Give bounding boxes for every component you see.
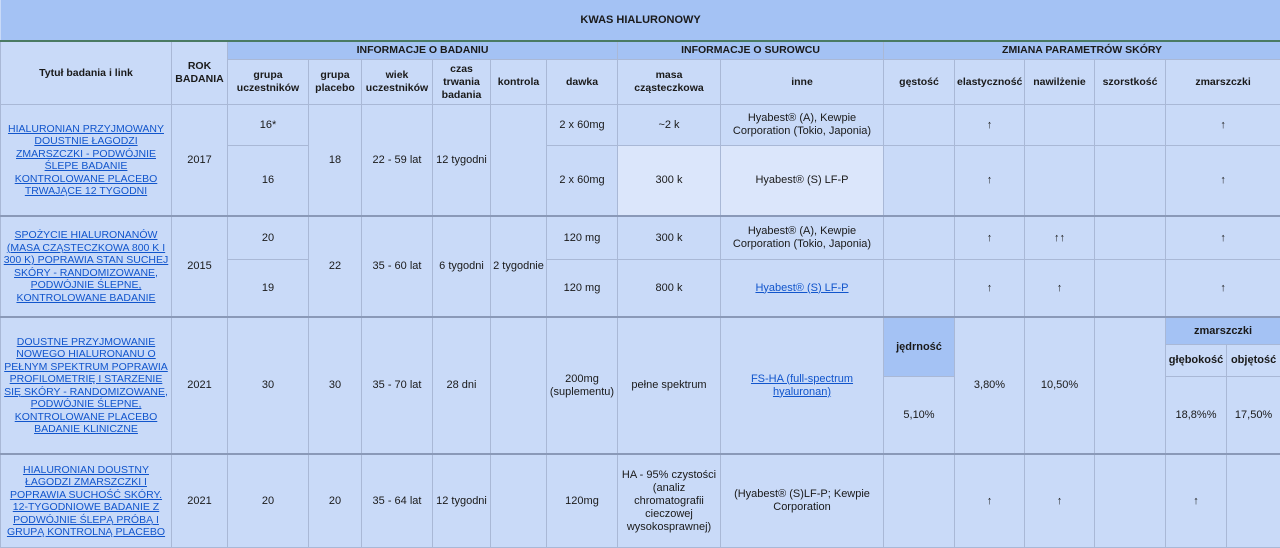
dose-cell: 200mg (suplementu) [547,317,618,454]
control-cell: 2 tygodnie [491,216,547,317]
density-cell [884,146,955,216]
hydration-cell: 10,50% [1025,317,1095,454]
placebo-cell: 20 [309,454,362,548]
header-duration: czas trwania badania [433,60,491,105]
year-cell: 2015 [172,216,228,317]
header-dose: dawka [547,60,618,105]
table-row [1,454,1280,548]
header-hydration: nawilżenie [1025,60,1095,105]
wrinkles-cell: ↑ [1166,146,1280,216]
density-cell [884,216,955,260]
hydration-cell: ↑ [1025,454,1095,548]
study-link[interactable]: HIALURONIAN PRZYJMOWANY DOUSTNIE ŁAGODZI ZMARSZCZKI - PODWÓJNIE ŚLEPE BADANIE KONTROLOWANE PLACEBO TRWAJĄCE 12 TYGODNI [8,123,164,198]
header-study-info: INFORMACJE O BADANIU [228,41,618,60]
header-material-info: INFORMACJE O SUROWCU [618,41,884,60]
empty-cell [1227,454,1280,548]
duration-cell: 28 dni [433,317,491,454]
age-cell: 35 - 64 lat [362,454,433,548]
study-title-link[interactable] [1,105,172,217]
header-other: inne [721,60,884,105]
roughness-cell [1095,146,1166,216]
year-cell: 2017 [172,105,228,217]
hydration-cell: ↑ [1025,260,1095,318]
elasticity-cell: ↑ [955,105,1025,146]
header-wrinkles: zmarszczki [1166,60,1280,105]
depth-header: głębokość [1166,345,1227,377]
firmness-header: jędrność [884,317,955,377]
elasticity-cell: ↑ [955,454,1025,548]
duration-cell: 6 tygodni [433,216,491,317]
placebo-cell: 18 [309,105,362,217]
table-row [1,216,1280,260]
participants-cell: 19 [228,260,309,318]
control-cell [491,454,547,548]
material-link[interactable]: FS-HA (full-spectrum hyaluronan) [751,373,853,398]
mass-cell: 300 k [618,216,721,260]
control-cell [491,105,547,217]
wrinkles-cell: ↑ [1166,105,1280,146]
depth-cell: 18,8%% [1166,377,1227,455]
other-cell: Hyabest® (A), Kewpie Corporation (Tokio, Japonia) [721,105,884,146]
mass-cell: pełne spektrum [618,317,721,454]
other-cell: Hyabest® (S) LF-P [721,146,884,216]
wrinkles-cell: ↑ [1166,454,1227,548]
year-cell: 2021 [172,454,228,548]
participants-cell: 16 [228,146,309,216]
other-cell: Hyabest® (A), Kewpie Corporation (Tokio, Japonia) [721,216,884,260]
hydration-cell [1025,146,1095,216]
header-control: kontrola [491,60,547,105]
material-link[interactable]: Hyabest® (S) LF-P [755,282,848,294]
header-placebo: grupa placebo [309,60,362,105]
year-cell: 2021 [172,317,228,454]
hydration-cell [1025,105,1095,146]
participants-cell: 30 [228,317,309,454]
header-roughness: szorstkość [1095,60,1166,105]
roughness-cell [1095,105,1166,146]
wrinkles-cell: ↑ [1166,216,1280,260]
roughness-cell [1095,216,1166,260]
density-cell [884,105,955,146]
elasticity-cell: ↑ [955,146,1025,216]
hydration-cell: ↑↑ [1025,216,1095,260]
placebo-cell: 22 [309,216,362,317]
header-density: gęstość [884,60,955,105]
table-row [1,317,1280,345]
mass-cell: 300 k [618,146,721,216]
dose-cell: 2 x 60mg [547,105,618,146]
other-cell: (Hyabest® (S)LF-P; Kewpie Corporation [721,454,884,548]
wrinkles-subheader: zmarszczki [1166,317,1280,345]
header-age: wiek uczestników [362,60,433,105]
roughness-cell [1095,260,1166,318]
roughness-cell [1095,454,1166,548]
participants-cell: 20 [228,216,309,260]
volume-header: objętość [1227,345,1280,377]
dose-cell: 120 mg [547,260,618,318]
header-skin-change: ZMIANA PARAMETRÓW SKÓRY [884,41,1280,60]
dose-cell: 120mg [547,454,618,548]
wrinkles-cell: ↑ [1166,260,1280,318]
study-link[interactable]: HIALURONIAN DOUSTNY ŁAGODZI ZMARSZCZKI I POPRAWIA SUCHOŚĆ SKÓRY. 12-TYGODNIOWE BADANIE Z PODWÓJNIE ŚLEPĄ PRÓBĄ I GRUPĄ KONTROLNĄ PLACEBO [7,464,165,539]
participants-cell: 16* [228,105,309,146]
study-link[interactable]: SPOŻYCIE HIALURONANÓW (MASA CZĄSTECZKOWA 800 K I 300 K) POPRAWIA STAN SUCHEJ SKÓRY - RANDOMIZOWANE, PODWÓJNIE ŚLEPNE, KONTROLOWANE BADANIE [4,229,169,304]
table-row [1,105,1280,146]
mass-cell: HA - 95% czystości (analiz chromatografii cieczowej wysokosprawnej) [618,454,721,548]
study-title-link[interactable] [1,317,172,454]
density-cell [884,260,955,318]
age-cell: 35 - 60 lat [362,216,433,317]
other-cell[interactable] [721,317,884,454]
age-cell: 35 - 70 lat [362,317,433,454]
firmness-cell: 5,10% [884,377,955,455]
study-title-link[interactable] [1,216,172,317]
header-participants: grupa uczestników [228,60,309,105]
volume-cell: 17,50% [1227,377,1280,455]
header-mass: masa cząsteczkowa [618,60,721,105]
dose-cell: 2 x 60mg [547,146,618,216]
elasticity-cell: ↑ [955,216,1025,260]
participants-cell: 20 [228,454,309,548]
table-title: KWAS HIALURONOWY [1,0,1280,41]
duration-cell: 12 tygodni [433,454,491,548]
mass-cell: ~2 k [618,105,721,146]
duration-cell: 12 tygodni [433,105,491,217]
age-cell: 22 - 59 lat [362,105,433,217]
density-cell [884,454,955,548]
mass-cell: 800 k [618,260,721,318]
other-cell[interactable] [721,260,884,318]
elasticity-cell: 3,80% [955,317,1025,454]
roughness-cell [1095,317,1166,454]
study-link[interactable]: DOUSTNE PRZYJMOWANIE NOWEGO HIALURONANU O PEŁNYM SPEKTRUM POPRAWIA PROFILOMETRIĘ I STARZENIE SIĘ SKÓRY - RANDOMIZOWANE, PODWÓJNIE ŚLEPNE, KONTROLOWANE PLACEBO BADANIE KLINICZNE [4,336,168,436]
control-cell [491,317,547,454]
header-year: ROK BADANIA [172,41,228,105]
dose-cell: 120 mg [547,216,618,260]
study-title-link[interactable] [1,454,172,548]
elasticity-cell: ↑ [955,260,1025,318]
header-study-title: Tytuł badania i link [1,41,172,105]
placebo-cell: 30 [309,317,362,454]
header-elasticity: elastyczność [955,60,1025,105]
